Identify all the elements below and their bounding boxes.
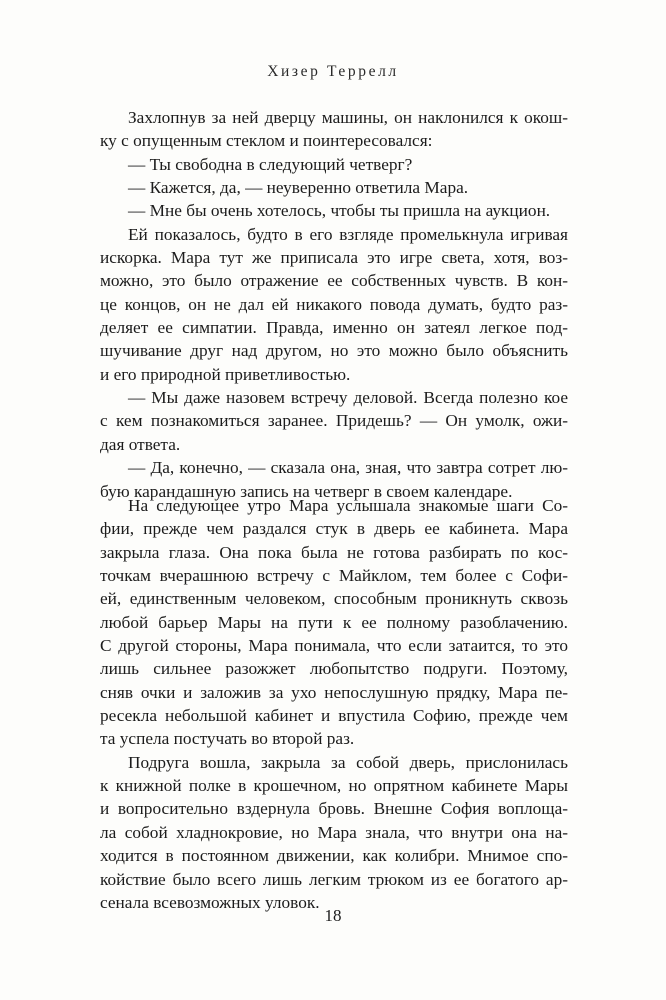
- dialogue-line: — Да, конечно, — сказала она, зная, что завтра сотрет лю-: [128, 458, 568, 478]
- text-line: бую карандашную запись на четверг в своем календаре.: [100, 481, 513, 501]
- text-block-2: [100, 494, 568, 914]
- text-line: Захлопнув за ней дверцу машины, он наклонился к окош-: [128, 108, 568, 127]
- text-line: фии, прежде чем раздался стук в дверь ее кабинета. Мара: [100, 519, 568, 539]
- dialogue-line: — Ты свободна в следующий четверг?: [128, 154, 413, 174]
- text-line: це концов, он не дал ей никакого повода думать, будто раз-: [100, 294, 568, 314]
- text-line: лишь сильнее разожжет любопытство подруги. Поэтому,: [100, 659, 568, 679]
- text-line: Ей показалось, будто в его взгляде промелькнула игривая: [128, 224, 568, 244]
- text-line: точкам вчерашнюю встречу с Майклом, тем более с Софи-: [100, 566, 568, 586]
- text-line: ла собой хладнокровие, но Мара знала, что внутри она на-: [100, 822, 568, 842]
- text-line: искорка. Мара тут же приписала это игре света, хотя, воз-: [100, 248, 568, 268]
- text-block-1: [100, 106, 568, 503]
- text-line: к книжной полке в крошечном, но опрятном кабинете Мары: [100, 776, 568, 796]
- text-line: деляет ее симпатии. Правда, именно он затеял легкое под-: [100, 318, 568, 338]
- text-line: шучивание друг над другом, но это можно было объяснить: [100, 341, 568, 361]
- text-line: можно, это было отражение ее собственных чувств. В кон-: [100, 271, 568, 291]
- text-line: С другой стороны, Мара понимала, что если затаится, то это: [100, 636, 568, 656]
- dialogue-line: — Мне бы очень хотелось, чтобы ты пришла на аукцион.: [128, 201, 551, 221]
- text-line: ходится в постоянном движении, как колибри. Мнимое спо-: [100, 846, 568, 866]
- text-line: дая ответа.: [100, 434, 181, 454]
- text-line: сняв очки и заложив за ухо непослушную прядку, Мара пе-: [100, 682, 568, 702]
- text-line: с кем познакомиться заранее. Придешь? — Он умолк, ожи-: [100, 411, 568, 431]
- dialogue-line: — Кажется, да, — неуверенно ответила Мара.: [128, 178, 469, 198]
- running-header: Хизер Террелл: [267, 63, 399, 80]
- dialogue-line: — Мы даже назовем встречу деловой. Всегда полезно кое: [128, 388, 568, 408]
- text-line: ей, единственным человеком, способным проникнуть сквозь: [100, 589, 568, 609]
- text-line: На следующее утро Мара услышала знакомые шаги Со-: [128, 496, 568, 515]
- text-line: койствие было всего лишь легким трюком из ее богатого ар-: [100, 869, 568, 889]
- text-line: и его природной приветливостью.: [100, 364, 351, 384]
- text-line: ресекла небольшой кабинет и впустила Софию, прежде чем: [100, 706, 568, 726]
- text-line: закрыла глаза. Она пока была не готова разбирать по кос-: [100, 542, 568, 562]
- text-line: Подруга вошла, закрыла за собой дверь, прислонилась: [128, 752, 568, 772]
- page-number: 18: [324, 906, 342, 925]
- text-line: и вопросительно вздернула бровь. Внешне София воплоща-: [100, 799, 568, 819]
- text-line: та успела постучать во второй раз.: [100, 729, 355, 749]
- text-line: ку с опущенным стеклом и поинтересовался:: [100, 131, 433, 151]
- text-line: сенала всевозможных уловок.: [100, 892, 320, 912]
- text-line: любой барьер Мары на пути к ее полному разоблачению.: [100, 612, 568, 632]
